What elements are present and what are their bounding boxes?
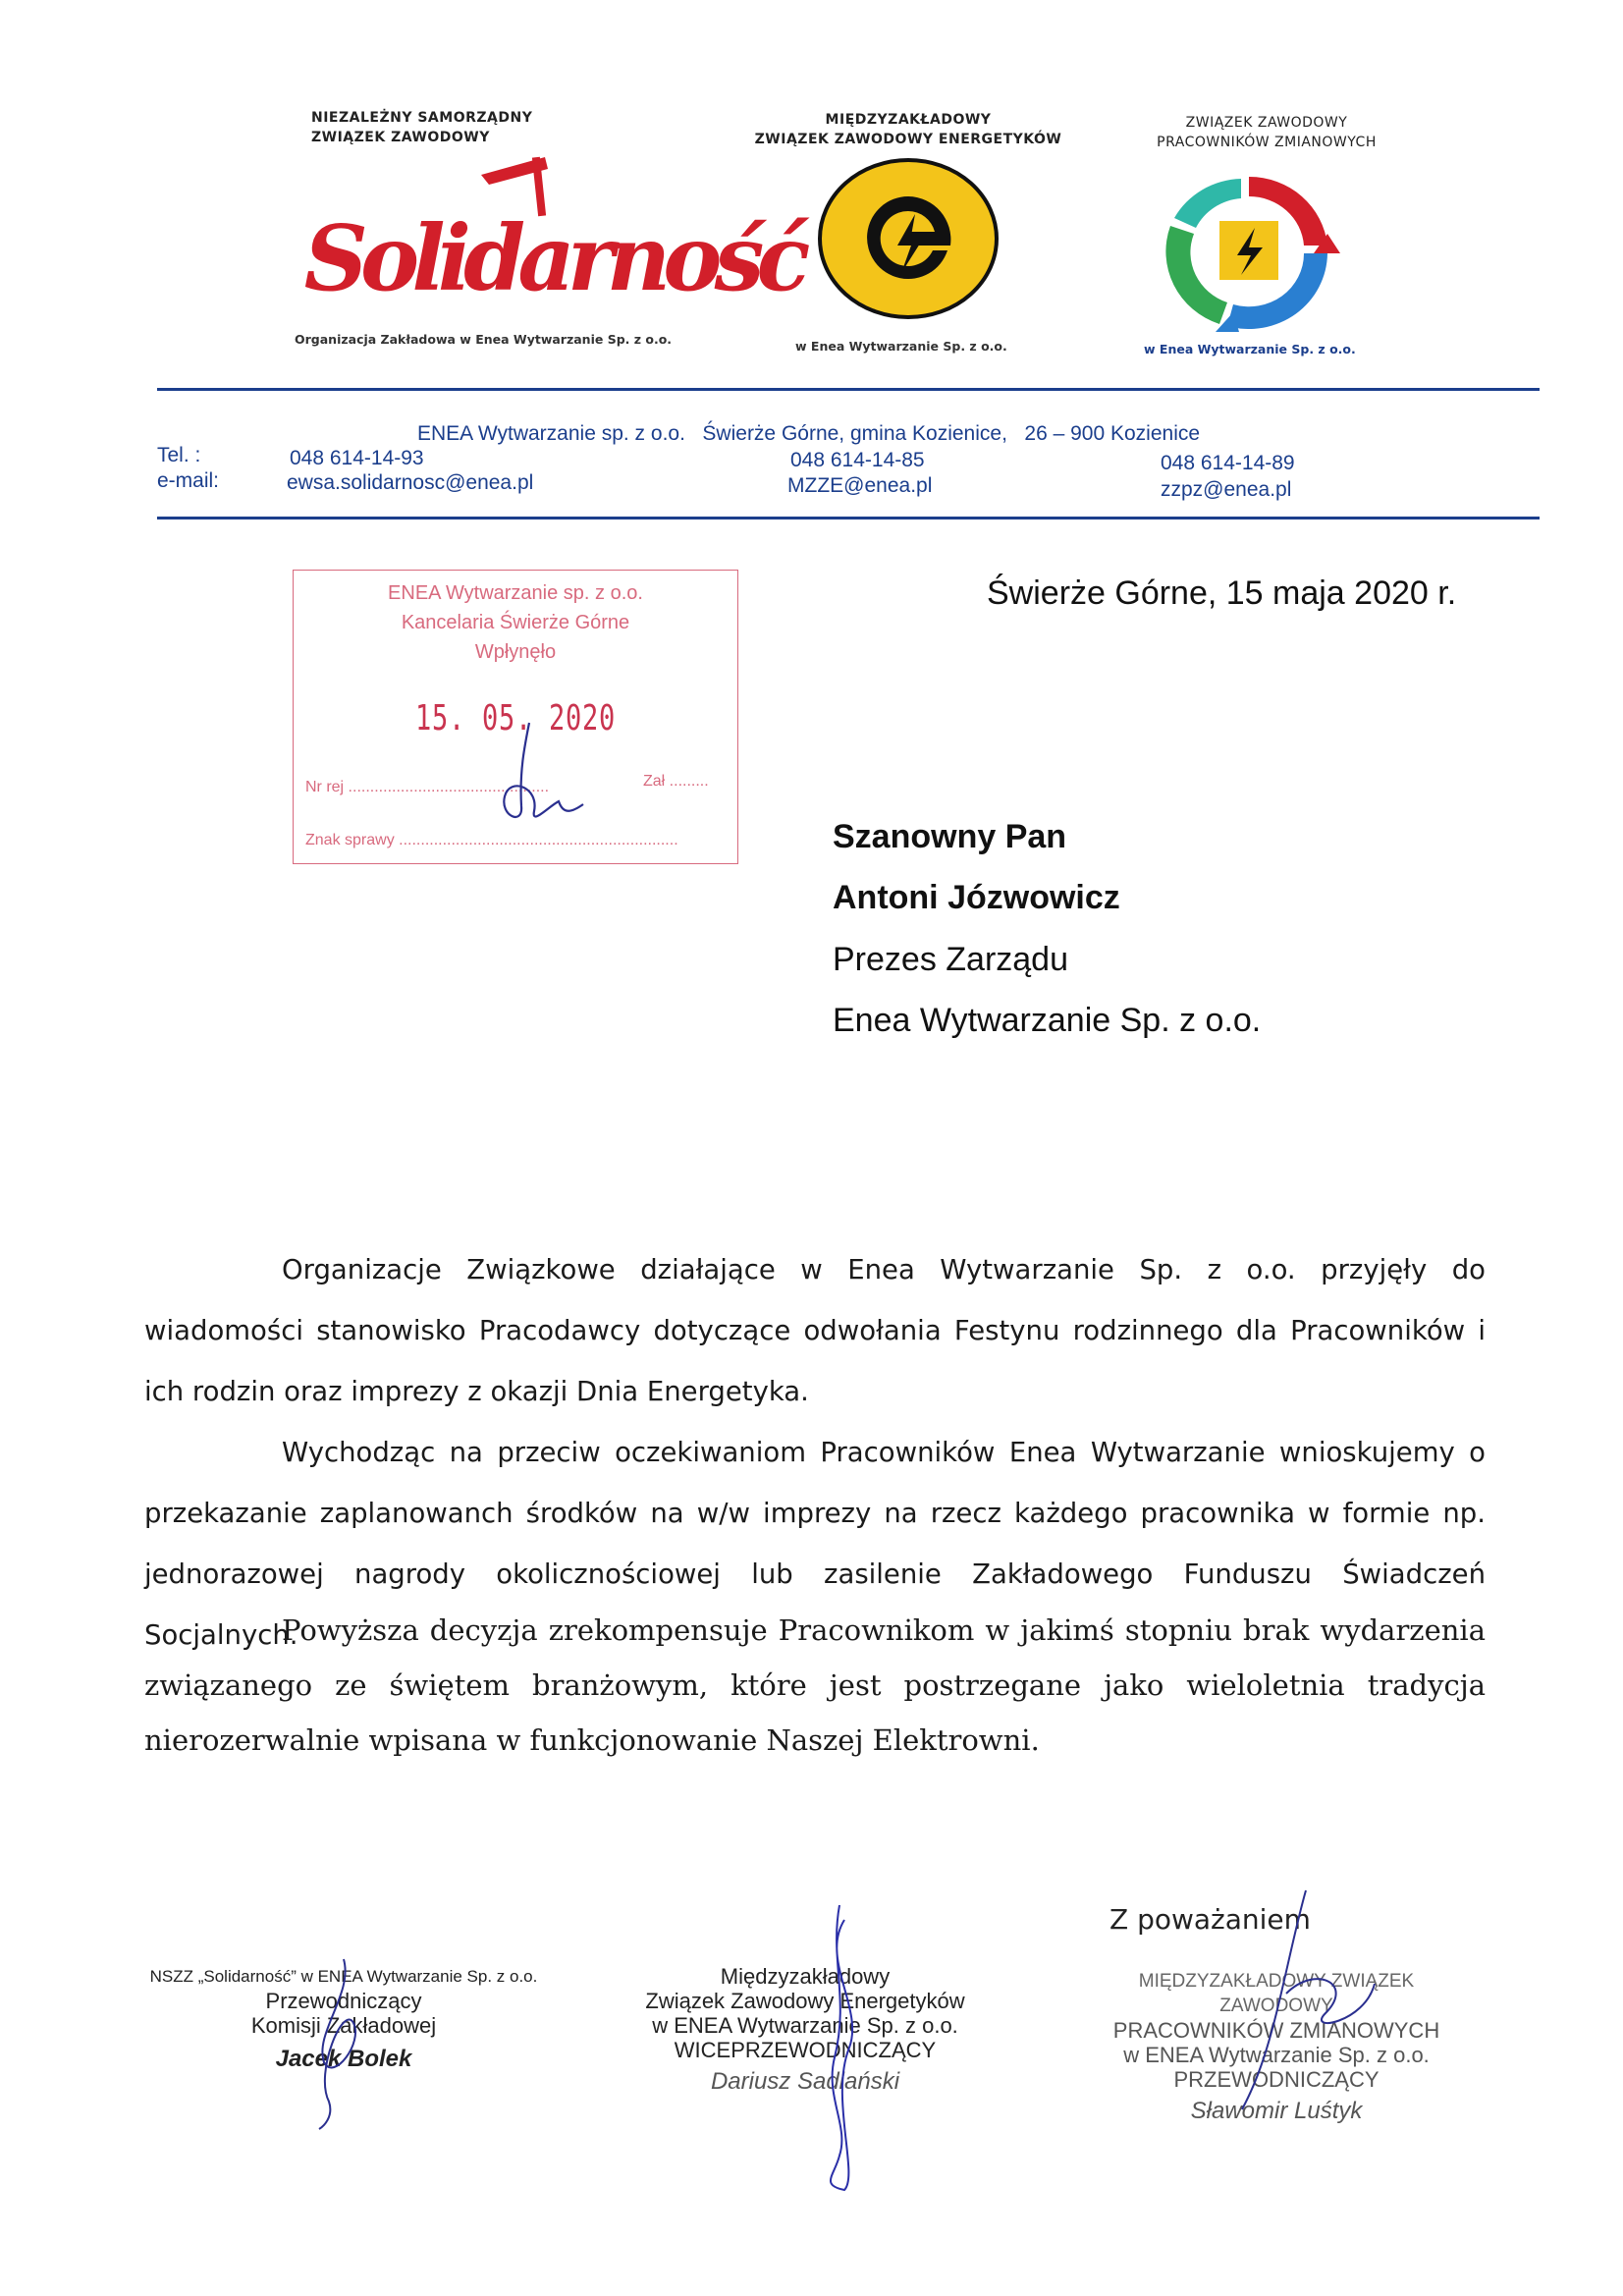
bottom-divider [157,517,1540,519]
tel-zzpz: 048 614-14-89 [1161,452,1295,474]
email-mzze[interactable]: MZZE@enea.pl [787,474,933,497]
sig3-name: Sławomir Luśtyk [1190,2098,1363,2124]
stamp-nr-rej: Nr rej .............................................. [305,779,550,795]
email-zzpz[interactable]: zzpz@enea.pl [1161,478,1292,501]
stamp-initials-signature [480,718,588,836]
sig2-name: Dariusz Sadlański [710,2068,900,2095]
signature-slawomir [1198,1886,1394,2111]
sig2-line1: Międzyzakładowy [720,1964,891,1989]
stamp-date: 15. 05. 2020 [414,698,617,738]
email-label: e-mail: [157,469,220,492]
sig1-name: Jacek Bolek [275,2046,412,2072]
tel-mzze: 048 614-14-85 [790,449,925,471]
mzze-logo [815,157,1001,324]
org2-title-line2: ZWIĄZEK ZAWODOWY ENERGETYKÓW [754,132,1062,147]
org2-title-line1: MIĘDZYZAKŁADOWY [825,112,992,128]
solidarnosc-logo [295,147,803,314]
sig2-line2: Związek Zawodowy Energetyków [645,1989,965,2013]
tel-solidarnosc: 048 614-14-93 [290,447,424,469]
sig3-line2: PRACOWNIKÓW ZMIANOWYCH [1112,2018,1440,2043]
sig1-line1: NSZZ „Solidarność” w ENEA Wytwarzanie Sp. z o.o. [149,1967,538,1986]
org1-subtitle: Organizacja Zakładowa w Enea Wytwarzanie Sp. z o.o. [295,332,673,347]
solidarnosc-logo-text: Solidarność [303,205,803,312]
sig2-line4: WICEPRZEWODNICZĄCY [674,2038,937,2062]
org3-title-line2: PRACOWNIKÓW ZMIANOWYCH [1157,135,1377,150]
closing: Z poważaniem [1109,1903,1311,1936]
contact-address: ENEA Wytwarzanie sp. z o.o. Świerże Górne, gmina Kozienice, 26 – 900 Kozienice [417,422,1201,445]
sig3-line3: w ENEA Wytwarzanie Sp. z o.o. [1123,2043,1430,2067]
addressee-position: Prezes Zarządu [833,941,1068,978]
addressee-salutation: Szanowny Pan [833,818,1067,855]
zzpz-logo [1159,167,1340,334]
sig1-line3: Komisji Zakładowej [250,2013,437,2038]
sig2-line3: w ENEA Wytwarzanie Sp. z o.o. [652,2013,958,2038]
body-paragraph-2: Wychodząc na przeciw oczekiwaniom Pracowników Enea Wytwarzanie wnioskujemy o przekazanie zaplanowanch środków na w/w imprezy na rzecz każdego pracownika w formie np. jednorazowej nagrody okolicznościowej lub zasilenie Zakładowego Funduszu Świadczeń Socjalnych. [144,1437,1486,1651]
header-org2 [746,110,1070,149]
org3-subtitle: w Enea Wytwarzanie Sp. z o.o. [1144,342,1356,356]
stamp-line3: Wpłynęło [474,641,557,663]
org1-title-line1: NIEZALEŻNY SAMORZĄDNY [311,110,533,126]
registry-stamp [293,570,738,864]
stamp-znak-sprawy: Znak sprawy ................................................................ [305,832,678,848]
top-divider [157,388,1540,391]
addressee-company: Enea Wytwarzanie Sp. z o.o. [833,1002,1262,1039]
body-paragraph-1: Organizacje Związkowe działające w Enea Wytwarzanie Sp. z o.o. przyjęły do wiadomości stanowisko Pracodawcy dotyczące odwołania Festynu rodzinnego dla Pracowników i ich rodzin oraz imprezy z okazji Dnia Energetyka. [144,1254,1486,1407]
sig3-line4: PRZEWODNICZĄCY [1173,2067,1380,2092]
org1-title-line2: ZWIĄZEK ZAWODOWY [311,130,490,145]
place-and-date: Świerże Górne, 15 maja 2020 r. [987,574,1457,612]
signature-jacek-bolek [285,1954,403,2131]
stamp-line1: ENEA Wytwarzanie sp. z o.o. [388,582,643,604]
stamp-line2: Kancelaria Świerże Górne [401,612,630,633]
body-paragraph-3: Powyższa decyzja zrekompensuje Pracownikom w jakimś stopniu brak wydarzenia związanego ze świętem branżowym, które jest postrzegane jako wieloletnia tradycja nierozerwalnie wpisana w funkcjonowanie Naszej Elektrowni. [144,1613,1486,1757]
stamp-zal: Zał ......... [643,773,709,790]
email-solidarnosc[interactable]: ewsa.solidarnosc@enea.pl [287,471,534,494]
tel-label: Tel. : [157,444,201,466]
header-org3 [1109,113,1424,152]
sig1-line2: Przewodniczący [265,1989,422,2013]
org2-subtitle: w Enea Wytwarzanie Sp. z o.o. [795,339,1007,354]
signature-dariusz [790,1900,879,2195]
sig3-line1: MIĘDZYZAKŁADOWY ZWIĄZEK ZAWODOWY [1138,1971,1415,2016]
addressee-name: Antoni Józwowicz [833,879,1120,916]
org3-title-line1: ZWIĄZEK ZAWODOWY [1185,115,1348,131]
